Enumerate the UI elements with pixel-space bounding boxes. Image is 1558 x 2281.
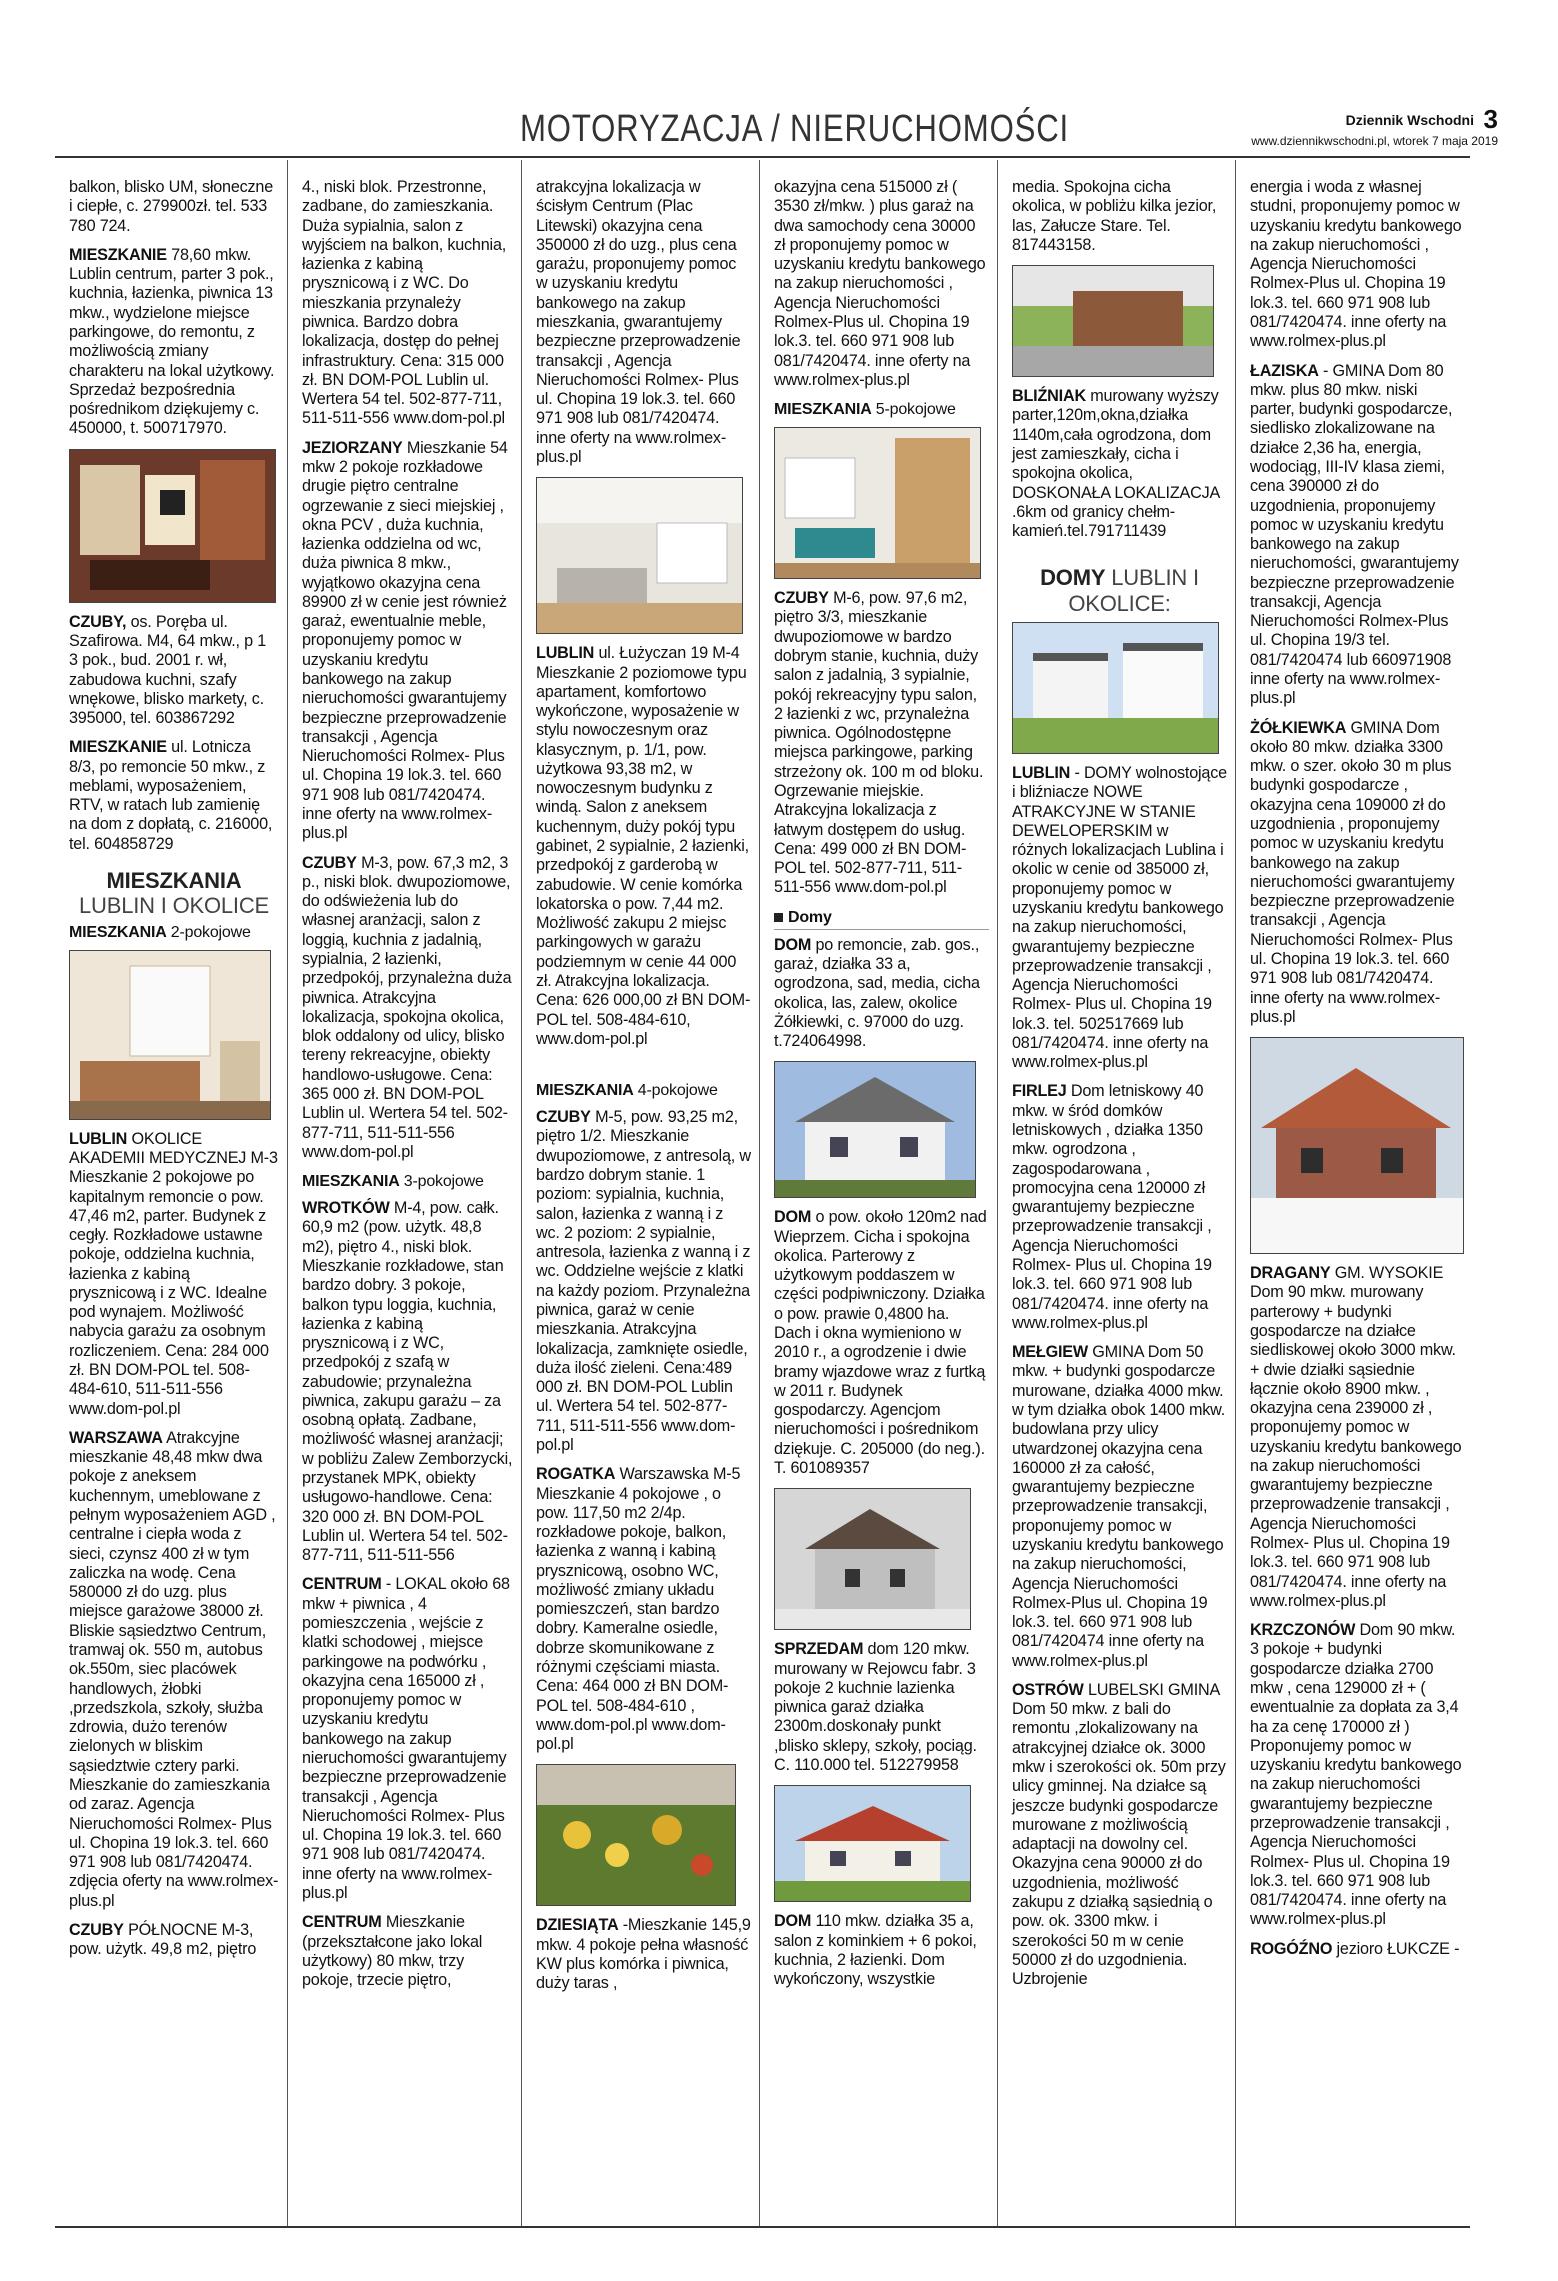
subsection-heading: MIESZKANIA 5-pokojowe <box>774 401 956 419</box>
photo-house-white <box>774 1061 976 1198</box>
photo-apartment-interior <box>536 477 743 634</box>
photo-brick-house-snow <box>1250 1037 1464 1254</box>
classified-ad: WARSZAWA Atrakcyjne mieszkanie 48,48 mkw dwa pokoje z aneksem kuchennym, umeblowane z pełnym wyposażeniem AGD , centralne i ciepła woda z sieci, czynsz 400 zł w tym zaliczka na wodę. Cena 580000 zł do uzg. plus miejsce garażowe 38000 zł. Bliskie sąsiedztwo Centrum, tramwaj ok. 550 m, autobus ok.550m, siec placówek handlowych, żłobki ,przedszkola, szkoły, służba zdrowia, dużo terenów zielonych w bliskim sąsiedztwie cztery parki. Mieszkanie do zamieszkania od zaraz. Agencja Nieruchomości Rolmex- Plus ul. Chopina 19 lok.3. tel. 660 971 908 lub 081/7420474. zdjęcia oferty na www.rolmex-plus.pl <box>69 1428 279 1910</box>
classified-ad: atrakcyjna lokalizacja w ścisłym Centrum (Plac Litewski) okazyjna cena 350000 zł do uzg., plus cena garażu, proponujemy pomoc w uzyskaniu kredytu bankowego na zakup mieszkania, gwarantujemy bezpieczne przeprowadzenie transakcji , Agencja Nieruchomości Rolmex- Plus ul. Chopina 19 lok.3. tel. 660 971 908 lub 081/7420474. inne oferty na www.rolmex-plus.pl <box>536 178 741 466</box>
classified-ad: SPRZEDAM dom 120 mkw. murowany w Rejowcu fabr. 3 pokoje 2 kuchnie lazienka piwnica garaż działka 2300m.doskonały punkt ,blisko sklepy, szkoły, pociąg. C. 110.000 tel. 512279958 <box>774 1640 977 1774</box>
classified-ad: ROGATKA Warszawska M-5 Mieszkanie 4 pokojowe , o pow. 117,50 m2 2/4p. rozkładowe pokoje, balkon, łazienka z wanną i kabiną prysznicową, osobno WC, możliwość zmiany układu pomieszczeń, stan bardzo dobry. Kameralne osiedle, dobrze skomunikowane z różnymi częściami miasta. Cena: 464 000 zł BN DOM-POL tel. 508-484-610 , www.dom-pol.pl www.dom-pol.pl <box>536 1465 741 1754</box>
classified-ad: CZUBY PÓŁNOCNE M-3, pow. użytk. 49,8 m2, piętro <box>69 1920 257 1959</box>
classified-ad: MIESZKANIE ul. Lotnicza 8/3, po remoncie 50 mkw., z meblami, wyposażeniem, RTV, w ratach lub zamienię na dom z dopłatą, c. 216000, tel. 604858729 <box>69 738 273 853</box>
column-5 <box>997 160 1233 2226</box>
photo-new-houses <box>1012 622 1219 754</box>
photo-bright-room <box>69 950 271 1120</box>
section-heading: DOMY LUBLIN I OKOLICE: <box>1040 565 1199 616</box>
classified-ad: ŻÓŁKIEWKA GMINA Dom około 80 mkw. działka 3300 mkw. o szer. około 30 m plus budynki gospodarcze , okazyjna cena 109000 zł do uzgodnienia , proponujemy pomoc w uzyskaniu kredytu bankowego na zakup nieruchomości gwarantujemy bezpieczne przeprowadzenie transakcji , Agencja Nieruchomości Rolmex- Plus ul. Chopina 19 lok.3. tel. 660 971 908 lub 081/7420474. inne oferty na www.rolmex-plus.pl <box>1250 718 1455 1026</box>
photo-living-room <box>69 449 276 603</box>
classified-ad: OSTRÓW LUBELSKI GMINA Dom 50 mkw. z bali do remontu ,zlokalizowany na atrakcyjnej działce ok. 3000 mkw i szerokości ok. 50m przy ulicy gminnej. Na działce są jeszcze budynki gospodarcze murowane z możliwością adaptacji na dowolny cel. Okazyjna cena 90000 zł do uzgodnienia, możliwość zakupu z działką sąsiednią o pow. ok. 3300 mkw. i szerokości 50 m w cenie 50000 zł do uzgodnienia. Uzbrojenie <box>1012 1680 1226 1989</box>
classified-ad: JEZIORZANY Mieszkanie 54 mkw 2 pokoje rozkładowe drugie piętro centralne ogrzewanie z sieci miejskiej , okna PCV , duża kuchnia, łazienka oddzielna od wc, duża piwnica 8 mkw., wyjątkowo okazyjna cena 89900 zł w cenie jest również garaż, ewentualnie meble, proponujemy pomoc w uzyskaniu kredytu bankowego na zakup nieruchomości gwarantujemy bezpieczne przeprowadzenie transakcji , Agencja Nieruchomości Rolmex- Plus ul. Chopina 19 lok.3. tel. 660 971 908 lub 081/7420474. inne oferty na www.rolmex-plus.pl <box>302 438 508 843</box>
classified-ad: CZUBY M-5, pow. 93,25 m2, piętro 1/2. Mieszkanie dwupoziomowe, z antresolą, w bardzo dobrym stanie. 1 poziom: sypialnia, kuchnia, salon, łazienka z wanną i z wc. 2 poziom: 2 sypialnie, antresola, łazienka z wanną i z wc. Oddzielne wejście z klatki na każdy poziom. Przynależna piwnica, garaż w cenie mieszkania. Atrakcyjna lokalizacja, zamknięte osiedle, duża ilość zieleni. Cena:489 000 zł. BN DOM-POL Lublin ul. Wertera 54 tel. 502-877-711, 511-511-556 www.dom-pol.pl <box>536 1108 751 1454</box>
classified-ad: LUBLIN - DOMY wolnostojące i bliźniacze NOWE ATRAKCYJNE W STANIE DEWELOPERSKIM w różnych lokalizacjach Lublina i okolic w cenie od 385000 zł, proponujemy pomoc w uzyskaniu kredytu bankowego na zakup nieruchomości, gwarantujemy bezpieczne przeprowadzenie transakcji , Agencja Nieruchomości Rolmex- Plus ul. Chopina 19 lok.3. tel. 502517669 lub 081/7420474. inne oferty na www.rolmex-plus.pl <box>1012 763 1227 1072</box>
classified-ad: WROTKÓW M-4, pow. całk. 60,9 m2 (pow. użytk. 48,8 m2), piętro 4., niski blok. Mieszkanie rozkładowe, stan bardzo dobry. 3 pokoje, balkon typu loggia, kuchnia, łazienka z kabiną prysznicową i z WC, przedpokój z szafą w zabudowie; przynależna piwnica, zakupu garażu – za osobną opłatą. Zadbane, możliwość własnej aranżacji; w pobliżu Zalew Zemborzycki, przystanek MPK, obiekty usługowo-handlowe. Cena: 320 000 zł. BN DOM-POL Lublin ul. Wertera 54 tel. 502-877-711, 511-511-556 <box>302 1199 513 1565</box>
paper-name: Dziennik Wschodni <box>1345 112 1474 128</box>
classified-ad: balkon, blisko UM, słoneczne i ciepłe, c. 279900zł. tel. 533 780 724. <box>69 178 274 235</box>
classified-ad: ŁAZISKA - GMINA Dom 80 mkw. plus 80 mkw. niski parter, budynki gospodarcze, siedlisko zlokalizowane na działce 2,36 ha, energia, wodociąg, III-IV klasa ziemi, cena 390000 zł do uzgodnienia, proponujemy pomoc w uzyskaniu kredytu bankowego na zakup nieruchomości, gwarantujemy bezpieczne przeprowadzenie transakcji, Agencja Nieruchomości Rolmex-Plus ul. Chopina 19/3 tel. 081/7420474 lub 660971908 inne oferty na www.rolmex-plus.pl <box>1250 361 1459 708</box>
classified-ad: DOM o pow. około 120m2 nad Wieprzem. Cicha i spokojna okolica. Parterowy z użytkowym poddaszem w części podpiwniczony. Działka o pow. prawie 0,4800 ha. Dach i okna wymieniono w 2010 r., a ogrodzenie i dwie bramy wjazdowe wraz z furtką w 2011 r. Budynek gospodarczy. Agencjom nieruchomości i pośrednikom dziękuje. C. 205000 (do neg.). T. 601089357 <box>774 1208 987 1477</box>
column-1 <box>55 160 285 2226</box>
classified-ad: KRZCZONÓW Dom 90 mkw. 3 pokoje + budynki gospodarcze działka 2700 mkw , cena 129000 zł + ( ewentualnie za dopłata za 3,4 ha za cenę 170000 zł ) Proponujemy pomoc w uzyskaniu kredytu bankowego na zakup nieruchomości gwarantujemy bezpieczne przeprowadzenie transakcji , Agencja Nieruchomości Rolmex- Plus ul. Chopina 19 lok.3. tel. 660 971 908 lub 081/7420474. inne oferty na www.rolmex-plus.pl <box>1250 1621 1462 1929</box>
classified-ad: CENTRUM - LOKAL około 68 mkw + piwnica , 4 pomieszczenia , wejście z klatki schodowej , miejsce parkingowe na podwórku , okazyjna cena 165000 zł , proponujemy pomoc w uzyskaniu kredytu bankowego na zakup nieruchomości gwarantujemy bezpieczne przeprowadzenie transakcji , Agencja Nieruchomości Rolmex- Plus ul. Chopina 19 lok.3. tel. 660 971 908 lub 081/7420474. inne oferty na www.rolmex-plus.pl <box>302 1575 510 1902</box>
page-header <box>0 0 1558 160</box>
photo-loft-interior <box>774 427 981 579</box>
subsection-heading: MIESZKANIA 2-pokojowe <box>69 923 251 941</box>
classified-ad: ROGÓŹNO jezioro ŁUKCZE - <box>1250 1939 1460 1958</box>
classified-ad: LUBLIN OKOLICE AKADEMII MEDYCZNEJ M-3 Mieszkanie 2 pokojowe po kapitalnym remoncie o pow. 47,46 m2, parter. Budynek z cegły. Rozkładowe ustawne pokoje, oddzielna kuchnia, łazienka z kabiną prysznicową i z WC. Idealne pod wynajem. Możliwość nabycia garażu za osobnym rozliczeniem. Cena: 284 000 zł. BN DOM-POL tel. 508-484-610, 511-511-556 www.dom-pol.pl <box>69 1129 278 1418</box>
paper-url-date: www.dziennikwschodni.pl, wtorek 7 maja 2019 <box>1251 134 1498 148</box>
column-4 <box>759 160 995 2226</box>
classified-ad: MIESZKANIE 78,60 mkw. Lublin centrum, parter 3 pok., kuchnia, łazienka, piwnica 13 mkw., wydzielone miejsce parkingowe, do remontu, z możliwością zmiany charakteru na lokal użytkowy. Sprzedaż bezpośrednia pośrednikom dziękujemy c. 450000, t. 500717970. <box>69 245 275 438</box>
classified-ad: CZUBY M-3, pow. 67,3 m2, 3 p., niski blok. dwupoziomowe, do odświeżenia lub do własnej aranżacji, salon z loggią, kuchnia z jadalnią, sypialnia, 2 łazienki, przedpokój, przynależna duża piwnica. Atrakcyjna lokalizacja, spokojna okolica, blok oddalony od ulicy, blisko tereny rekreacyjne, obiekty handlowo-usługowe. Cena: 365 000 zł. BN DOM-POL Lublin ul. Wertera 54 tel. 502-877-711, 511-511-556 www.dom-pol.pl <box>302 853 512 1161</box>
column-3 <box>521 160 757 2226</box>
classified-ad: DRAGANY GM. WYSOKIE Dom 90 mkw. murowany parterowy + budynki gospodarcze na działce siedliskowej około 3000 mkw. + dwie działki sąsiednie łącznie około 8900 mkw. , okazyjna cena 239000 zł , proponujemy pomoc w uzyskaniu kredytu bankowego na zakup nieruchomości gwarantujemy bezpieczne przeprowadzenie transakcji , Agencja Nieruchomości Rolmex- Plus ul. Chopina 19 lok.3. tel. 660 971 908 lub 081/7420474. inne oferty na www.rolmex-plus.pl <box>1250 1264 1462 1610</box>
photo-house-grey <box>774 1488 971 1630</box>
footer-rule <box>55 2226 1470 2228</box>
subsection-heading: MIESZKANIA 3-pokojowe <box>302 1173 484 1191</box>
photo-house-red-roof <box>774 1785 971 1902</box>
classified-ad: DOM 110 mkw. działka 35 a, salon z kominkiem + 6 pokoi, kuchnia, 2 łazienki. Dom wykończony, wszystkie <box>774 1912 977 1989</box>
page-number: 3 <box>1483 104 1498 134</box>
classified-ad: CZUBY M-6, pow. 97,6 m2, piętro 3/3, mieszkanie dwupoziomowe w bardzo dobrym stanie, kuchnia, duży salon z jadalnią, 3 sypialnie, pokój rekreacyjny typu salon, 2 łazienki z wc, przynależna piwnica. Ogólnodostępne miejsca parkingowe, parking strzeżony ok. 100 m od bloku. Ogrzewanie miejskie. Atrakcyjna lokalizacja z łatwym dostępem do usług. Cena: 499 000 zł BN DOM-POL tel. 502-877-711, 511-511-556 www.dom-pol.pl <box>774 589 984 897</box>
classified-ad: BLIŹNIAK murowany wyższy parter,120m,okna,działka 1140m,cała ogrodzona, dom jest zamieszkały, cicha i spokojna okolica, DOSKONAŁA LOKALIZACJA .6km od granicy chełm-kamień.tel.791711439 <box>1012 387 1220 541</box>
category-bar: Domy <box>774 908 989 930</box>
classified-ad: energia i woda z własnej studni, proponujemy pomoc w uzyskaniu kredytu bankowego na zakup nieruchomości , Agencja Nieruchomości Rolmex-Plus ul. Chopina 19 lok.3. tel. 660 971 908 lub 081/7420474. inne oferty na www.rolmex-plus.pl <box>1250 178 1462 351</box>
column-6 <box>1235 160 1470 2226</box>
classified-ad: MEŁGIEW GMINA Dom 50 mkw. + budynki gospodarcze murowane, działka 4000 mkw. w tym działka obok 1400 mkw. budowlana przy ulicy utwardzonej okazyjna cena 160000 zł za całość, gwarantujemy bezpieczne przeprowadzenie transakcji, proponujemy pomoc w uzyskaniu kredytu bankowego na zakup nieruchomości, Agencja Nieruchomości Rolmex-Plus ul. Chopina 19 lok.3. tel. 660 971 908 lub 081/7420474 inne oferty na www.rolmex-plus.pl <box>1012 1343 1226 1670</box>
classified-ad: media. Spokojna cicha okolica, w pobliżu kilka jezior, las, Załucze Stare. Tel. 817443158. <box>1012 178 1217 254</box>
section-heading: MIESZKANIA LUBLIN I OKOLICE <box>79 868 269 919</box>
photo-semi-detached-fence <box>1012 265 1214 377</box>
classified-ad: CENTRUM Mieszkanie (przekształcone jako lokal użytkowy) 80 mkw, trzy pokoje, trzecie piętro, <box>302 1913 483 1990</box>
classified-ad: DZIESIĄTA -Mieszkanie 145,9 mkw. 4 pokoje pełna własność KW plus komórka i piwnica, duży taras , <box>536 1916 751 1993</box>
section-title: MOTORYZACJA / NIERUCHOMOŚCI <box>520 108 1070 150</box>
photo-garden-flowers <box>536 1764 736 1906</box>
classified-ad: CZUBY, os. Poręba ul. Szafirowa. M4, 64 mkw., p 1 3 pok., bud. 2001 r. wł, zabudowa kuchni, szafy wnękowe, blisko markety, c. 395000, tel. 603867292 <box>69 612 267 728</box>
column-2 <box>287 160 519 2226</box>
header-rule <box>55 156 1470 158</box>
classified-ad: DOM po remoncie, zab. gos., garaż, działka 33 a, ogrodzona, sad, media, cicha okolica, las, zalew, okolice Żółkiewki, c. 97000 do uzg. t.724064998. <box>774 935 980 1051</box>
subsection-heading: MIESZKANIA 4-pokojowe <box>536 1082 718 1100</box>
classified-ad: LUBLIN ul. Łużyczan 19 M-4 Mieszkanie 2 poziomowe typu apartament, komfortowo wykończone, wyposażenie w stylu nowoczesnym oraz klasycznym, p. 1/1, pow. użytkowa 93,38 m2, w nowoczesnym budynku z windą. Salon z aneksem kuchennym, duży pokój typu gabinet, 2 sypialnie, 2 łazienki, przedpokój z garderobą w zabudowie. W cenie komórka lokatorska o pow. 7,44 m2. Możliwość zakupu 2 miejsc parkingowych w garażu podziemnym w cenie 44 000 zł. Atrakcyjna lokalizacja. Cena: 626 000,00 zł BN DOM-POL tel. 508-484-610, www.dom-pol.pl <box>536 644 751 1048</box>
classified-ad: okazyjna cena 515000 zł ( 3530 zł/mkw. ) plus garaż na dwa samochody cena 30000 zł proponujemy pomoc w uzyskaniu kredytu bankowego na zakup nieruchomości , Agencja Nieruchomości Rolmex-Plus ul. Chopina 19 lok.3. tel. 660 971 908 lub 081/7420474. inne oferty na www.rolmex-plus.pl <box>774 178 986 389</box>
classified-ad: 4., niski blok. Przestronne, zadbane, do zamieszkania. Duża sypialnia, salon z wyjściem na balkon, kuchnia, łazienka z kabiną prysznicową i z WC. Do mieszkania przynależy piwnica. Bardzo dobra lokalizacja, dostęp do pełnej infrastruktury. Cena: 315 000 zł. BN DOM-POL Lublin ul. Wertera 54 tel. 502-877-711, 511-511-556 www.dom-pol.pl <box>302 178 507 428</box>
classified-ad: FIRLEJ Dom letniskowy 40 mkw. w śród domków letniskowych , działka 1350 mkw. ogrodzona , zagospodarowana , promocyjna cena 120000 zł gwarantujemy bezpieczne przeprowadzenie transakcji , Agencja Nieruchomości Rolmex- Plus ul. Chopina 19 lok.3. tel. 660 971 908 lub 081/7420474. inne oferty na www.rolmex-plus.pl <box>1012 1082 1212 1332</box>
